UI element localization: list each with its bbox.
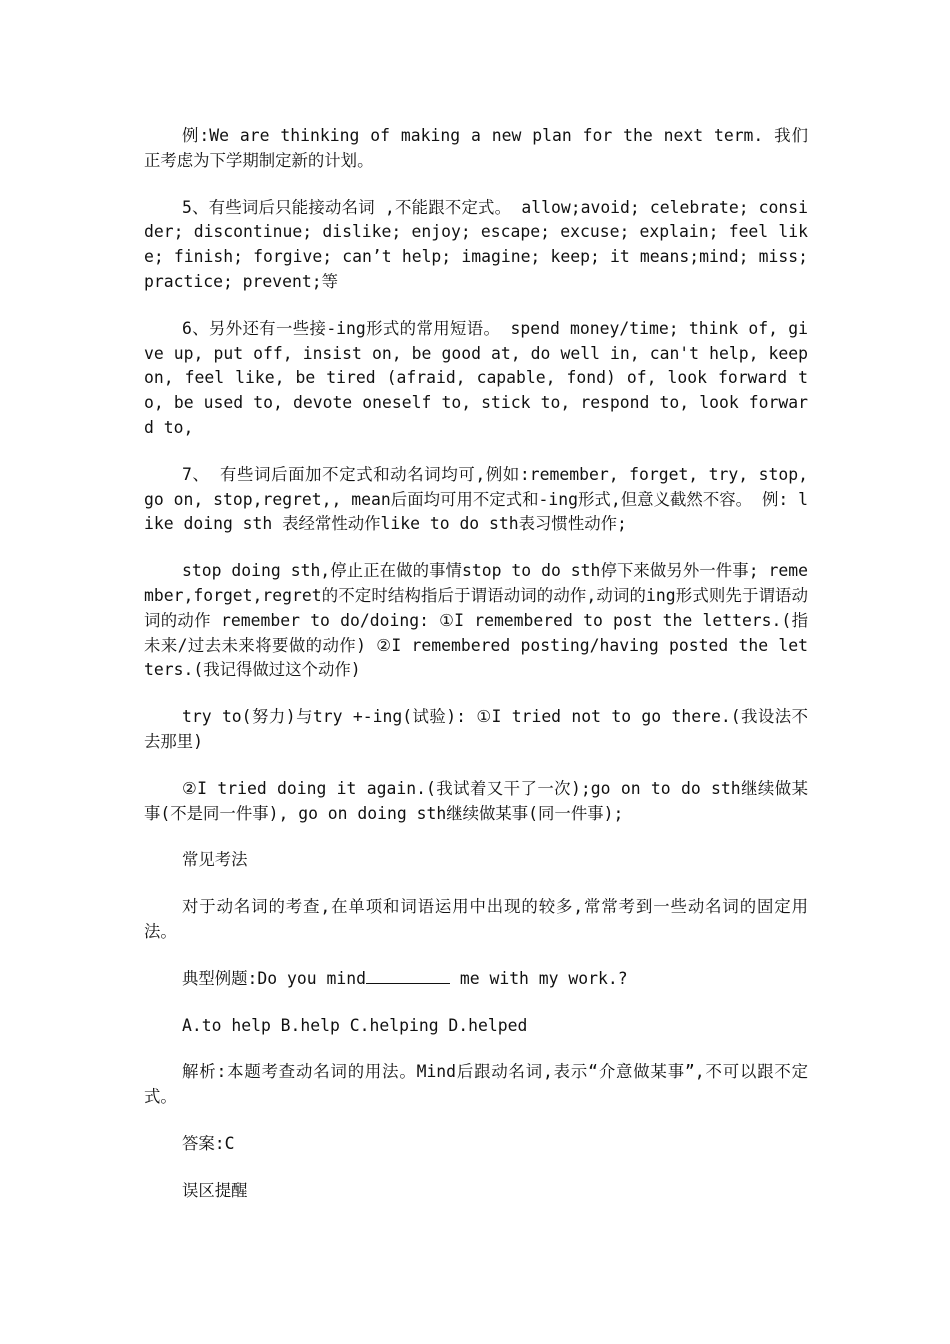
answer-paragraph: 答案:C (182, 1133, 235, 1153)
section-heading-pitfalls: 误区提醒 (182, 1180, 248, 1200)
answer-options-paragraph: A.to help B.help C.helping D.helped (182, 1015, 528, 1035)
rule-5-paragraph: 5、有些词后只能接动名词 ,不能跟不定式。 allow;avoid; celebrate; consider; discontinue; dislike; enjoy; escape; excuse; explain; feel like; finish; forgive; can’t help; imagine; keep; it means;mind; miss; practice; prevent;等 (144, 197, 808, 291)
stop-remember-paragraph: stop doing sth,停止正在做的事情stop to do sth停下来做另外一件事; remember,forget,regret的不定时结构指后于谓语动词的动作,动词的ing形式则先于谓语动词的动作 remember to do/doing: ①I remembered to post the letters.(指未来/过去未来将要做的动作) ②I remembered posting/having posted the letters.(我记得做过这个动作) (144, 561, 808, 680)
section-heading-common-tests: 常见考法 (182, 850, 248, 870)
question-suffix: me with my work.? (449, 968, 628, 988)
example-paragraph: 例:We are thinking of making a new plan for the next term. 我们正考虑为下学期制定新的计划。 (144, 126, 808, 170)
rule-6-paragraph: 6、另外还有一些接-ing形式的常用短语。 spend money/time; think of, give up, put off, insist on, be good at, do well in, can't help, keep on, feel like, be tired (afraid, capable, fond) of, look forward to, be used to, devote oneself to, stick to, respond to, look forward to, (144, 318, 808, 437)
go-on-paragraph: ②I tried doing it again.(我试着又干了一次);go on to do sth继续做某事(不是同一件事), go on doing sth继续做某事(同一件事); (144, 778, 808, 823)
document-page (144, 124, 808, 1226)
answer-blank (366, 967, 450, 984)
analysis-paragraph: 解析:本题考查动名词的用法。Mind后跟动名词,表示“介意做某事”,不可以跟不定式。 (144, 1062, 808, 1107)
try-paragraph: try to(努力)与try +-ing(试验): ①I tried not to go there.(我设法不去那里) (144, 707, 808, 751)
rule-7-paragraph: 7、 有些词后面加不定式和动名词均可,例如:remember, forget, try, stop, go on, stop,regret,, mean后面均可用不定式和-ing形式,但意义截然不容。 例: like doing sth 表经常性动作like to do sth表习惯性动作; (144, 464, 808, 534)
typical-question-paragraph (144, 967, 808, 992)
tests-description-paragraph: 对于动名词的考查,在单项和词语运用中出现的较多,常常考到一些动名词的固定用法。 (144, 897, 808, 941)
question-prefix: 典型例题:Do you mind (182, 968, 366, 988)
